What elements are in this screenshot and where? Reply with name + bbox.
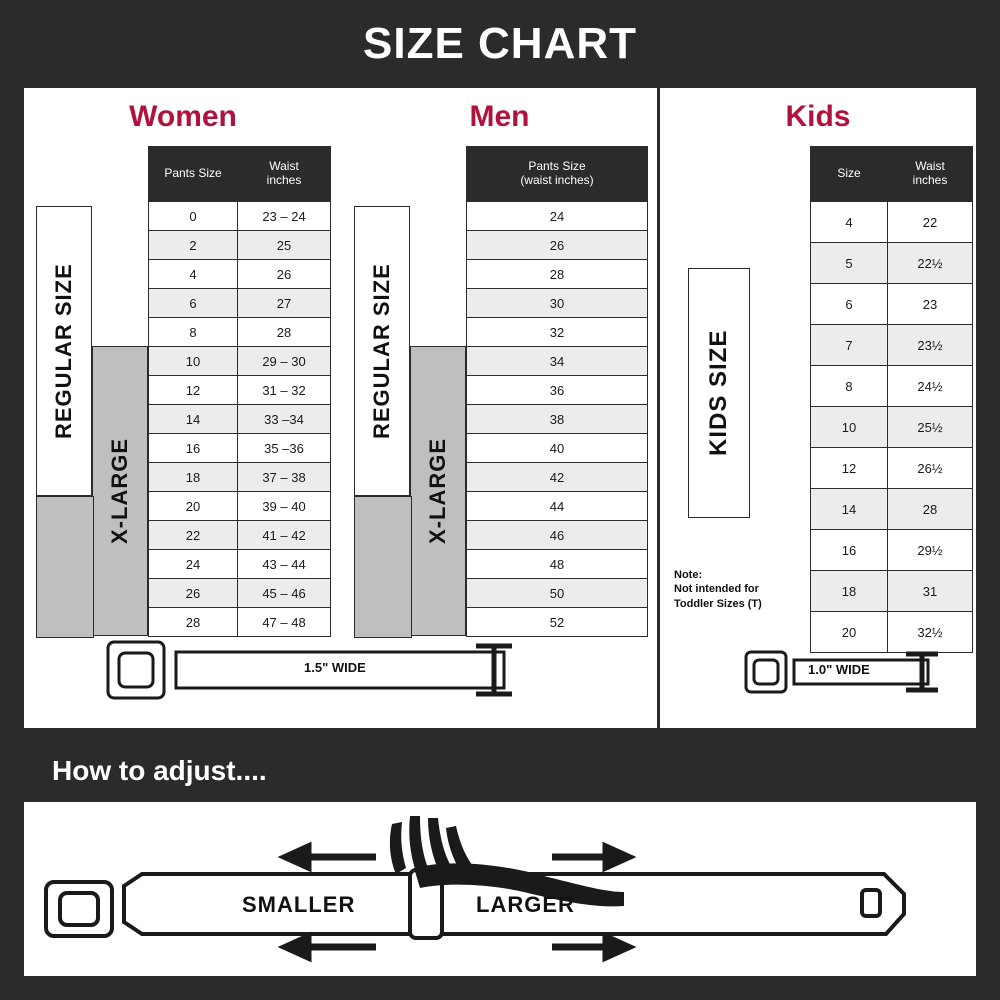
- table-row: [149, 202, 331, 231]
- men-xlarge-shade: [354, 496, 412, 638]
- women-cell-waist: 43 – 44: [238, 550, 331, 579]
- men-band-xlarge: [410, 346, 466, 636]
- table-row: [149, 463, 331, 492]
- column-women: [24, 88, 342, 728]
- kids-heading: Kids: [785, 100, 851, 133]
- men-table-wrap: [466, 146, 648, 637]
- table-row: [811, 407, 973, 448]
- kids-cell-waist: 22½: [888, 243, 973, 284]
- women-cell-waist: 45 – 46: [238, 579, 331, 608]
- kids-cell-waist: 26½: [888, 448, 973, 489]
- kids-table-head: [811, 147, 973, 202]
- women-cell-size: 20: [149, 492, 238, 521]
- women-header-waist-line1: Waist: [269, 159, 299, 174]
- table-row: [149, 231, 331, 260]
- table-row: [149, 260, 331, 289]
- kids-table-wrap: [810, 146, 973, 653]
- men-cell-size: 50: [467, 579, 648, 608]
- women-cell-waist: 37 – 38: [238, 463, 331, 492]
- kids-note-line1: Note:: [674, 569, 703, 581]
- column-kids: [660, 88, 976, 728]
- women-cell-size: 26: [149, 579, 238, 608]
- kids-header-waist: [888, 147, 973, 202]
- table-row: [467, 521, 648, 550]
- women-header-pants-size: Pants Size: [149, 147, 238, 202]
- kids-header-waist-line2: inches: [912, 173, 948, 187]
- table-row: [149, 289, 331, 318]
- kids-belt-width-diagram: [742, 644, 962, 702]
- kids-note-line2: Not intended for: [674, 583, 759, 596]
- men-header-line1: Pants Size: [528, 159, 586, 174]
- howto-adjust-bar: [24, 740, 976, 802]
- table-row: [467, 202, 648, 231]
- women-cell-size: 18: [149, 463, 238, 492]
- women-cell-waist: 23 – 24: [238, 202, 331, 231]
- kids-cell-size: 12: [811, 448, 888, 489]
- kids-cell-waist: 32½: [888, 612, 973, 653]
- table-row: [467, 318, 648, 347]
- men-cell-size: 24: [467, 202, 648, 231]
- men-cell-size: 38: [467, 405, 648, 434]
- men-cell-size: 36: [467, 376, 648, 405]
- kids-cell-size: 8: [811, 366, 888, 407]
- column-men: [342, 88, 660, 728]
- men-cell-size: 52: [467, 608, 648, 637]
- table-row: [467, 289, 648, 318]
- kids-cell-waist: 23½: [888, 325, 973, 366]
- women-band-regular-size: [36, 206, 92, 496]
- table-row: [467, 608, 648, 637]
- howto-larger-label: LARGER: [476, 892, 575, 917]
- men-cell-size: 26: [467, 231, 648, 260]
- table-row: [149, 405, 331, 434]
- howto-belt-svg: [24, 802, 976, 976]
- table-row: [811, 366, 973, 407]
- table-row: [467, 347, 648, 376]
- women-cell-waist: 25: [238, 231, 331, 260]
- women-cell-waist: 27: [238, 289, 331, 318]
- women-header-waist-line2: inches: [266, 173, 302, 187]
- women-cell-waist: 41 – 42: [238, 521, 331, 550]
- men-cell-size: 30: [467, 289, 648, 318]
- kids-header-waist-line1: Waist: [915, 159, 945, 174]
- women-cell-size: 12: [149, 376, 238, 405]
- kids-cell-waist: 24½: [888, 366, 973, 407]
- table-row: [149, 434, 331, 463]
- kids-cell-size: 18: [811, 571, 888, 612]
- table-row: [467, 260, 648, 289]
- kids-cell-size: 5: [811, 243, 888, 284]
- howto-adjust-panel: [24, 802, 976, 976]
- table-row: [149, 579, 331, 608]
- table-row: [467, 579, 648, 608]
- men-size-table: [466, 146, 648, 637]
- women-cell-waist: 47 – 48: [238, 608, 331, 637]
- women-cell-size: 16: [149, 434, 238, 463]
- women-cell-size: 22: [149, 521, 238, 550]
- women-cell-waist: 29 – 30: [238, 347, 331, 376]
- women-size-table: [148, 146, 331, 637]
- women-xlarge-shade: [36, 496, 94, 638]
- table-row: [811, 448, 973, 489]
- table-row: [467, 405, 648, 434]
- women-cell-size: 6: [149, 289, 238, 318]
- size-tables-panel: [24, 88, 976, 728]
- kids-cell-size: 20: [811, 612, 888, 653]
- table-row: [811, 202, 973, 243]
- table-row: [149, 608, 331, 637]
- title-bar: [0, 0, 1000, 88]
- men-band-regular-size: [354, 206, 410, 496]
- men-cell-size: 48: [467, 550, 648, 579]
- women-cell-size: 24: [149, 550, 238, 579]
- men-cell-size: 46: [467, 521, 648, 550]
- adult-belt-width-diagram: [104, 636, 544, 708]
- women-band-xlarge-label: X-LARGE: [107, 438, 132, 544]
- men-header-pants-size: [467, 147, 648, 202]
- women-table-body: [149, 202, 331, 637]
- women-cell-waist: 26: [238, 260, 331, 289]
- table-row: [149, 376, 331, 405]
- women-cell-waist: 35 –36: [238, 434, 331, 463]
- kids-cell-size: 14: [811, 489, 888, 530]
- adult-belt-width-label: 1.5" WIDE: [304, 660, 366, 675]
- men-cell-size: 42: [467, 463, 648, 492]
- men-band-regular-label: REGULAR SIZE: [369, 263, 394, 439]
- men-cell-size: 28: [467, 260, 648, 289]
- table-row: [467, 550, 648, 579]
- women-band-xlarge: [92, 346, 148, 636]
- women-table-head: [149, 147, 331, 202]
- women-table-wrap: [148, 146, 331, 637]
- table-row: [811, 325, 973, 366]
- table-row: [811, 489, 973, 530]
- men-table-body: [467, 202, 648, 637]
- women-cell-waist: 31 – 32: [238, 376, 331, 405]
- kids-cell-size: 7: [811, 325, 888, 366]
- men-cell-size: 40: [467, 434, 648, 463]
- table-row: [467, 376, 648, 405]
- kids-belt-width-label: 1.0" WIDE: [808, 662, 870, 677]
- kids-cell-waist: 25½: [888, 407, 973, 448]
- table-row: [467, 434, 648, 463]
- men-cell-size: 34: [467, 347, 648, 376]
- men-cell-size: 44: [467, 492, 648, 521]
- kids-cell-size: 4: [811, 202, 888, 243]
- table-row: [467, 231, 648, 260]
- women-cell-waist: 33 –34: [238, 405, 331, 434]
- men-cell-size: 32: [467, 318, 648, 347]
- women-cell-size: 4: [149, 260, 238, 289]
- men-band-xlarge-label: X-LARGE: [425, 438, 450, 544]
- howto-smaller-label: SMALLER: [242, 892, 356, 917]
- table-row: [149, 347, 331, 376]
- kids-cell-waist: 22: [888, 202, 973, 243]
- kids-cell-size: 10: [811, 407, 888, 448]
- kids-band-label: KIDS SIZE: [705, 329, 732, 457]
- table-row: [467, 463, 648, 492]
- women-cell-waist: 28: [238, 318, 331, 347]
- kids-note-line3: Toddler Sizes (T): [674, 597, 762, 610]
- women-header-waist: [238, 147, 331, 202]
- kids-note: [674, 568, 804, 611]
- women-cell-size: 28: [149, 608, 238, 637]
- table-row: [811, 530, 973, 571]
- men-heading: Men: [469, 100, 530, 133]
- kids-cell-waist: 31: [888, 571, 973, 612]
- table-row: [149, 318, 331, 347]
- men-header-line2: (waist inches): [520, 173, 594, 187]
- men-table-head: [467, 147, 648, 202]
- howto-title: How to adjust....: [52, 755, 267, 786]
- kids-table-body: [811, 202, 973, 653]
- table-row: [149, 550, 331, 579]
- table-row: [811, 243, 973, 284]
- kids-cell-waist: 23: [888, 284, 973, 325]
- women-cell-size: 14: [149, 405, 238, 434]
- kids-cell-size: 16: [811, 530, 888, 571]
- women-cell-size: 10: [149, 347, 238, 376]
- kids-band-size: [688, 268, 750, 518]
- women-band-regular-label: REGULAR SIZE: [51, 263, 76, 439]
- women-cell-size: 0: [149, 202, 238, 231]
- kids-size-table: [810, 146, 973, 653]
- page-title: SIZE CHART: [363, 19, 637, 68]
- table-row: [811, 571, 973, 612]
- women-cell-waist: 39 – 40: [238, 492, 331, 521]
- kids-header-size: Size: [811, 147, 888, 202]
- kids-cell-size: 6: [811, 284, 888, 325]
- women-cell-size: 8: [149, 318, 238, 347]
- table-row: [467, 492, 648, 521]
- kids-cell-waist: 28: [888, 489, 973, 530]
- table-row: [811, 284, 973, 325]
- table-row: [149, 492, 331, 521]
- table-row: [149, 521, 331, 550]
- women-cell-size: 2: [149, 231, 238, 260]
- women-heading: Women: [129, 100, 237, 133]
- kids-cell-waist: 29½: [888, 530, 973, 571]
